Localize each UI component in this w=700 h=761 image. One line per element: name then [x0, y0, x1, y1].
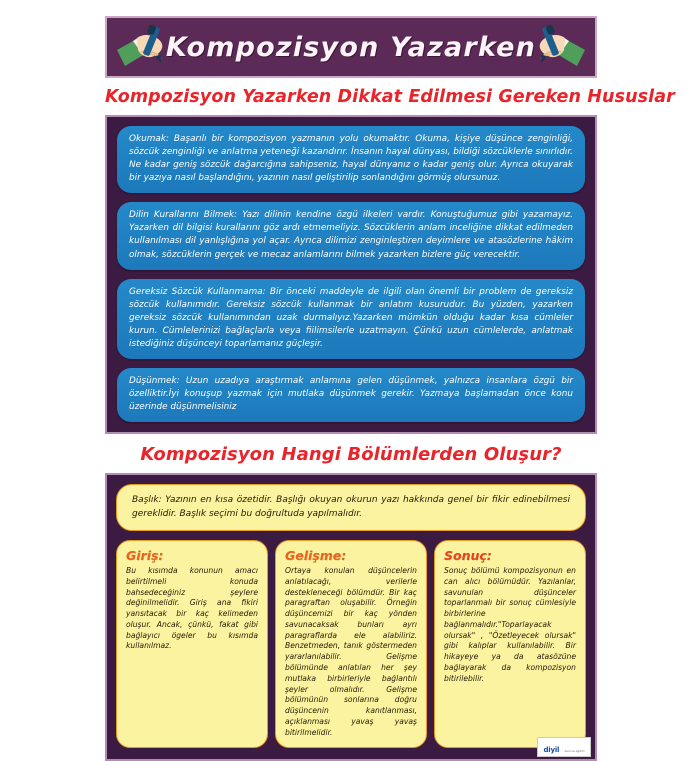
column-sonuc-title: Sonuç: — [444, 548, 492, 564]
column-sonuc-text: Sonuç bölümü kompozisyonun en can alıcı bölümüdür. Yazılanlar, savunulan düşünceler toparlanmalı bir sonuç cümlesiyle birbirlerine bağlanmalıdır."Toparlayacak olursak" , "Özetleyecek olursak" gibi kalıplar kullanılabilir. Bir hikayeye ya da atasözüne bağlayarak da kompozisyon bitirilebilir. — [444, 566, 576, 683]
info-box-gereksiz-sozcuk-kullanmama: Gereksiz Sözcük Kullanmama: Bir önceki maddeyle de ilgili olan önemli bir problem de gereksiz sözcük kullanımıdır. Gereksiz sözcük kullanmak bir anlatım kusurudur. Bu yüzden, yazarken gereksiz sözcük kullanımından uzak durmalıyız.Yazarken mümkün olduğu kadar kısa cümleler kurun. Cümlelerinizi bağlaçlarla veya fiilimsilerle uzatmayın. Çünkü uzun cümlelerde, anlatmak istediğiniz düşünceyi toparlamanız güçleşir. — [117, 279, 585, 359]
info-box-dusunmek: Düşünmek: Uzun uzadıya araştırmak anlamına gelen düşünmek, yalnızca insanlara özgü bir özelliktir.İyi konuşup yazmak için mutlaka düşünmek gerekir. Yazmaya başlamadan önce konu üzerinde düşünmelisiniz — [117, 368, 585, 422]
column-giris — [116, 540, 268, 747]
hand-writing-pen-icon — [525, 24, 587, 74]
section1-panel — [105, 115, 597, 434]
section2-panel — [105, 473, 597, 760]
watermark-logo — [537, 737, 591, 757]
column-sonuc — [434, 540, 586, 747]
column-gelisme-text: Ortaya konulan düşüncelerin anlatılacağı, verilerle destekleneceği bölümdür. Bir kaç paragraftan oluşabilir. Örneğin düşüncemizi bir kaç yönden savunacaksak bunları ayrı paragraflarda ele alabiliriz. Benzetmeden, tanık göstermeden yararlanılabilir. Gelişme bölümünde anlatılan her şey mutlaka birbirleriyle bağlantılı şeyler olmalıdır. Gelişme bölümünün sonlarına doğru düşüncenin kanıtlanması, açıklanması yavaş yavaş bitirilmelidir. — [285, 566, 417, 737]
column-gelisme — [275, 540, 427, 747]
column-giris-title: Giriş: — [126, 548, 164, 564]
info-box-okumak: Okumak: Başarılı bir kompozisyon yazmanın yolu okumaktır. Okuma, kişiye düşünce zenginliği, sözcük zenginliği ve anlatma yeteneği kazandırır. İnsanın hayal dünyası, bildiği sözcüklerle sınırlıdır. Ne kadar geniş sözcük dağarcığına sahipseniz, hayal dünyanız o kadar geniş olur. Ayrıca okuyarak bir yazıya nasıl başlandığını, yazının nasıl geliştirilip sonlandığını görmüş olursunuz. — [117, 126, 585, 193]
info-box-baslik: Başlık: Yazının en kısa özetidir. Başlığı okuyan okurun yazı hakkında genel bir fikir edinebilmesi gereklidir. Başlık seçimi bu doğrultuda yapılmalıdır. — [116, 484, 586, 531]
page-title: Kompozisyon Yazarken — [165, 31, 537, 63]
info-box-dilin-kurallarini-bilmek: Dilin Kurallarını Bilmek: Yazı dilinin kendine özgü ilkeleri vardır. Konuştuğumuz gibi yazamayız. Yazarken dil bilgisi kurallarını göz ardı etmemeliyiz. Sözcüklerin anlam inceliğine dikkat edilmeden kullanılması dil yanlışlığına yol açar. Ayrıca dilimizi zenginleştiren deyimlere ve atasözlerine hâkim olmak, sözcüklerin gerçek ve mecaz anlamlarını bilmek yazarken bizlere güç verecektir. — [117, 202, 585, 269]
column-gelisme-title: Gelişme: — [285, 548, 347, 564]
section-title-hususlar: Kompozisyon Yazarken Dikkat Edilmesi Gereken Hususlar — [105, 87, 675, 107]
poster — [105, 16, 675, 754]
hand-writing-pen-icon — [115, 24, 177, 74]
watermark-tagline: ders ve eğitim — [564, 749, 585, 753]
header-banner — [105, 16, 597, 78]
parts-columns — [116, 540, 586, 747]
section-title-bolumler: Kompozisyon Hangi Bölümlerden Oluşur? — [140, 444, 562, 466]
watermark-name: diyil — [543, 746, 560, 754]
column-giris-text: Bu kısımda konunun amacı belirtilmeli konuda bahsedeceğiniz şeylere değinilmelidir. Giriş ana fikiri yansıtacak bir kaç kelimeden oluşur. Ancak, çünkü, fakat gibi bağlayıcı ögeler bu kısımda kullanılmaz. — [126, 566, 258, 651]
